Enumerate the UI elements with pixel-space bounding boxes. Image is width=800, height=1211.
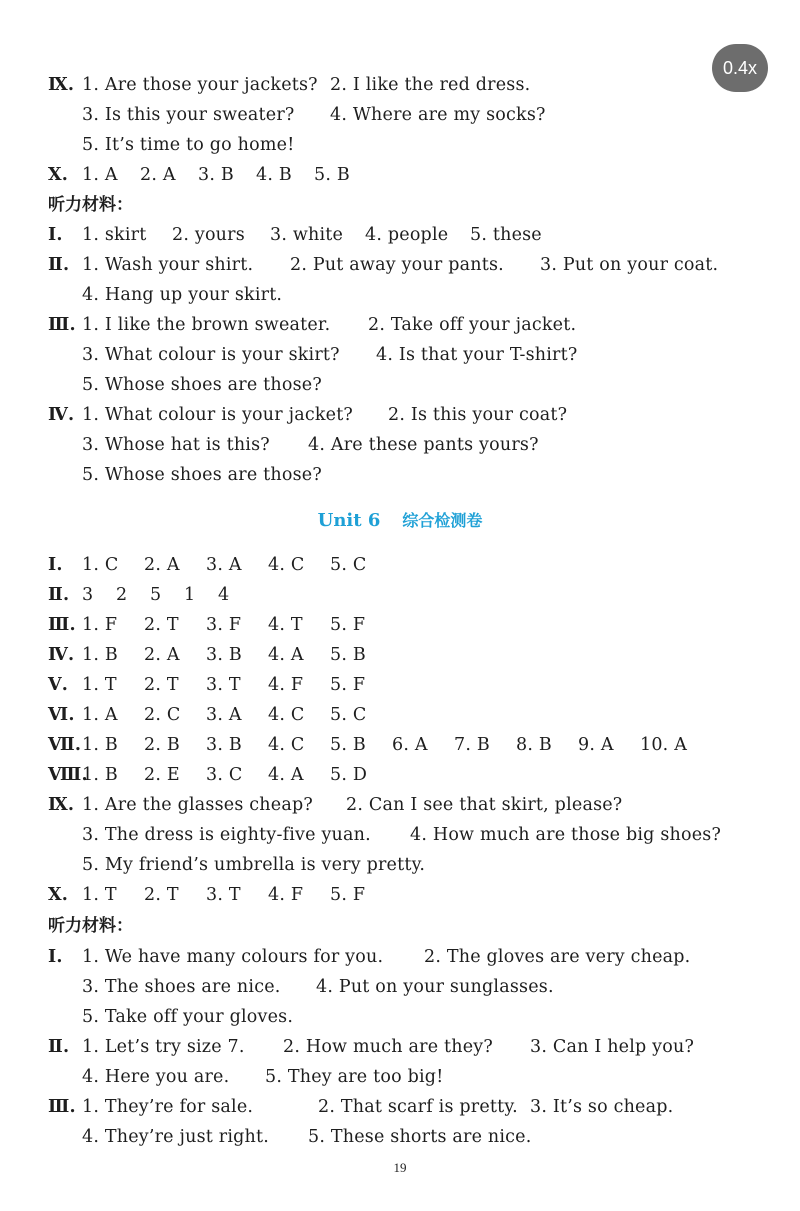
answer-item: 3. A bbox=[206, 555, 242, 575]
answer-item: 9. A bbox=[578, 735, 614, 755]
answer-item: 4. Hang up your skirt. bbox=[82, 285, 283, 305]
text-line bbox=[0, 790, 800, 820]
text-line bbox=[0, 370, 800, 400]
answer-item: 1. C bbox=[82, 555, 119, 575]
answer-item: 2. C bbox=[144, 705, 181, 725]
answer-item: 2. A bbox=[140, 165, 176, 185]
answer-item: 3. Is this your sweater? bbox=[82, 105, 295, 125]
text-line bbox=[0, 1002, 800, 1032]
answer-item: 1. A bbox=[82, 165, 118, 185]
answer-item: 5. D bbox=[330, 765, 368, 785]
answer-item: 1. They’re for sale. bbox=[82, 1097, 254, 1117]
answer-item: 5. Whose shoes are those? bbox=[82, 375, 322, 395]
answer-item: 5 bbox=[150, 585, 162, 605]
text-line bbox=[0, 760, 800, 790]
answer-item: 1. Are the glasses cheap? bbox=[82, 795, 313, 815]
answer-item: 4. How much are those big shoes? bbox=[410, 825, 722, 845]
answer-item: 2. How much are they? bbox=[283, 1037, 493, 1057]
text-line bbox=[0, 400, 800, 430]
text-line bbox=[0, 1122, 800, 1152]
answer-item: 2. Can I see that skirt, please? bbox=[346, 795, 623, 815]
answer-item: 4. A bbox=[268, 765, 304, 785]
answer-item: 5. These shorts are nice. bbox=[308, 1127, 532, 1147]
roman-numeral-label: Ⅳ. bbox=[48, 405, 75, 425]
text-line bbox=[0, 280, 800, 310]
answer-item: 5. C bbox=[330, 555, 367, 575]
text-line bbox=[0, 70, 800, 100]
answer-item: 1. T bbox=[82, 885, 117, 905]
answer-item: 5. these bbox=[470, 225, 542, 245]
answer-item: 3. Whose hat is this? bbox=[82, 435, 270, 455]
answer-item: 4. Are these pants yours? bbox=[308, 435, 539, 455]
answer-item: 2. yours bbox=[172, 225, 245, 245]
answer-item: 4. Where are my socks? bbox=[330, 105, 546, 125]
answer-item: 2. T bbox=[144, 675, 179, 695]
unit-subtitle: 综合检测卷 bbox=[402, 511, 483, 530]
answer-item: 3. B bbox=[206, 645, 242, 665]
text-line bbox=[0, 942, 800, 972]
text-line bbox=[0, 160, 800, 190]
answer-item: 2. A bbox=[144, 645, 180, 665]
roman-numeral-label: Ⅰ. bbox=[48, 555, 63, 575]
answer-item: 2. E bbox=[144, 765, 180, 785]
answer-item: 5. B bbox=[314, 165, 350, 185]
roman-numeral-label: Ⅲ. bbox=[48, 1097, 76, 1117]
answer-item: 5. F bbox=[330, 885, 366, 905]
answer-item: 3. Can I help you? bbox=[530, 1037, 695, 1057]
answer-item: 3. white bbox=[270, 225, 344, 245]
answer-item: 1. B bbox=[82, 735, 118, 755]
text-line bbox=[0, 670, 800, 700]
text-line bbox=[0, 250, 800, 280]
text-line bbox=[0, 820, 800, 850]
answer-item: 4. T bbox=[268, 615, 303, 635]
answer-item: 4. F bbox=[268, 885, 304, 905]
answer-item: 1. I like the brown sweater. bbox=[82, 315, 331, 335]
text-line bbox=[0, 460, 800, 490]
text-line bbox=[0, 340, 800, 370]
answer-item: 1. skirt bbox=[82, 225, 147, 245]
answer-item: 1. B bbox=[82, 765, 118, 785]
text-line bbox=[0, 550, 800, 580]
answer-item: 5. It’s time to go home! bbox=[82, 135, 295, 155]
answer-item: 6. A bbox=[392, 735, 428, 755]
answer-item: 4. F bbox=[268, 675, 304, 695]
answer-item: 2 bbox=[116, 585, 128, 605]
text-line bbox=[0, 130, 800, 160]
unit-title-text: Unit 6 bbox=[317, 510, 381, 531]
answer-item: 1 bbox=[184, 585, 196, 605]
answer-item: 1. Wash your shirt. bbox=[82, 255, 254, 275]
answer-item: 3. B bbox=[206, 735, 242, 755]
answer-item: 4. A bbox=[268, 645, 304, 665]
roman-numeral-label: Ⅲ. bbox=[48, 315, 76, 335]
answer-item: 2. A bbox=[144, 555, 180, 575]
answer-item: 3 bbox=[82, 585, 94, 605]
answer-item: 5. Take off your gloves. bbox=[82, 1007, 294, 1027]
answer-item: 1. F bbox=[82, 615, 118, 635]
answer-item: 3. What colour is your skirt? bbox=[82, 345, 340, 365]
answer-item: 2. B bbox=[144, 735, 180, 755]
answer-item: 1. What colour is your jacket? bbox=[82, 405, 354, 425]
answer-item: 1. We have many colours for you. bbox=[82, 947, 384, 967]
answer-item: 3. T bbox=[206, 885, 241, 905]
answer-item: 3. T bbox=[206, 675, 241, 695]
text-line bbox=[0, 100, 800, 130]
listening-heading-2: 听力材料： bbox=[48, 916, 133, 936]
listening-heading: 听力材料： bbox=[48, 195, 133, 215]
answer-item: 2. Take off your jacket. bbox=[368, 315, 577, 335]
answer-item: 2. Is this your coat? bbox=[388, 405, 568, 425]
text-line bbox=[0, 220, 800, 250]
answer-item: 8. B bbox=[516, 735, 552, 755]
roman-numeral-label: Ⅰ. bbox=[48, 947, 63, 967]
roman-numeral-label: Ⅵ. bbox=[48, 705, 75, 725]
answer-item: 5. Whose shoes are those? bbox=[82, 465, 322, 485]
text-line bbox=[0, 1092, 800, 1122]
answer-item: 3. Put on your coat. bbox=[540, 255, 719, 275]
roman-numeral-label: Ⅹ. bbox=[48, 885, 69, 905]
answer-item: 4. people bbox=[365, 225, 449, 245]
text-line bbox=[0, 700, 800, 730]
answer-item: 4. Here you are. bbox=[82, 1067, 230, 1087]
answer-item: 10. A bbox=[640, 735, 688, 755]
text-line bbox=[0, 580, 800, 610]
answer-item: 2. T bbox=[144, 885, 179, 905]
roman-numeral-label: Ⅷ. bbox=[48, 765, 88, 785]
answer-item: 1. A bbox=[82, 705, 118, 725]
page-number: 19 bbox=[393, 1160, 407, 1175]
answer-item: 5. B bbox=[330, 735, 366, 755]
answer-item: 5. C bbox=[330, 705, 367, 725]
answer-item: 3. The shoes are nice. bbox=[82, 977, 281, 997]
answer-item: 5. B bbox=[330, 645, 366, 665]
unit-title bbox=[0, 506, 800, 536]
answer-item: 4. Put on your sunglasses. bbox=[316, 977, 554, 997]
roman-numeral-label: Ⅱ. bbox=[48, 585, 70, 605]
answer-item: 1. B bbox=[82, 645, 118, 665]
answer-item: 4. Is that your T-shirt? bbox=[376, 345, 578, 365]
text-line bbox=[0, 1032, 800, 1062]
zoom-level-badge[interactable]: 0.4x bbox=[712, 44, 768, 92]
roman-numeral-label: Ⅸ. bbox=[48, 75, 75, 95]
text-line bbox=[0, 880, 800, 910]
answer-item: 2. The gloves are very cheap. bbox=[424, 947, 691, 967]
roman-numeral-label: Ⅱ. bbox=[48, 255, 70, 275]
answer-item: 4 bbox=[218, 585, 230, 605]
roman-numeral-label: Ⅰ. bbox=[48, 225, 63, 245]
text-line bbox=[0, 610, 800, 640]
answer-item: 5. F bbox=[330, 675, 366, 695]
answer-item: 4. C bbox=[268, 555, 305, 575]
roman-numeral-label: Ⅹ. bbox=[48, 165, 69, 185]
answer-item: 3. The dress is eighty-five yuan. bbox=[82, 825, 371, 845]
text-line bbox=[0, 640, 800, 670]
answer-item: 5. My friend’s umbrella is very pretty. bbox=[82, 855, 426, 875]
answer-item: 4. B bbox=[256, 165, 292, 185]
answer-item: 7. B bbox=[454, 735, 490, 755]
answer-item: 3. F bbox=[206, 615, 242, 635]
answer-item: 2. That scarf is pretty. bbox=[318, 1097, 518, 1117]
answer-item: 1. Let’s try size 7. bbox=[82, 1037, 245, 1057]
answer-item: 4. They’re just right. bbox=[82, 1127, 269, 1147]
answer-item: 2. Put away your pants. bbox=[290, 255, 504, 275]
roman-numeral-label: Ⅴ. bbox=[48, 675, 69, 695]
text-line bbox=[0, 310, 800, 340]
roman-numeral-label: Ⅱ. bbox=[48, 1037, 70, 1057]
text-line bbox=[0, 430, 800, 460]
answer-item: 2. T bbox=[144, 615, 179, 635]
answer-item: 1. T bbox=[82, 675, 117, 695]
answer-item: 5. They are too big! bbox=[265, 1067, 444, 1087]
text-line bbox=[0, 1062, 800, 1092]
answer-item: 3. It’s so cheap. bbox=[530, 1097, 674, 1117]
answer-item: 5. F bbox=[330, 615, 366, 635]
roman-numeral-label: Ⅳ. bbox=[48, 645, 75, 665]
answer-item: 2. I like the red dress. bbox=[330, 75, 531, 95]
answer-item: 4. C bbox=[268, 705, 305, 725]
answer-item: 3. B bbox=[198, 165, 234, 185]
text-line bbox=[0, 730, 800, 760]
roman-numeral-label: Ⅸ. bbox=[48, 795, 75, 815]
text-line bbox=[0, 972, 800, 1002]
text-line bbox=[0, 850, 800, 880]
answer-item: 1. Are those your jackets? bbox=[82, 75, 318, 95]
answer-item: 3. C bbox=[206, 765, 243, 785]
answer-item: 3. A bbox=[206, 705, 242, 725]
answer-item: 4. C bbox=[268, 735, 305, 755]
roman-numeral-label: Ⅲ. bbox=[48, 615, 76, 635]
roman-numeral-label: Ⅶ. bbox=[48, 735, 82, 755]
